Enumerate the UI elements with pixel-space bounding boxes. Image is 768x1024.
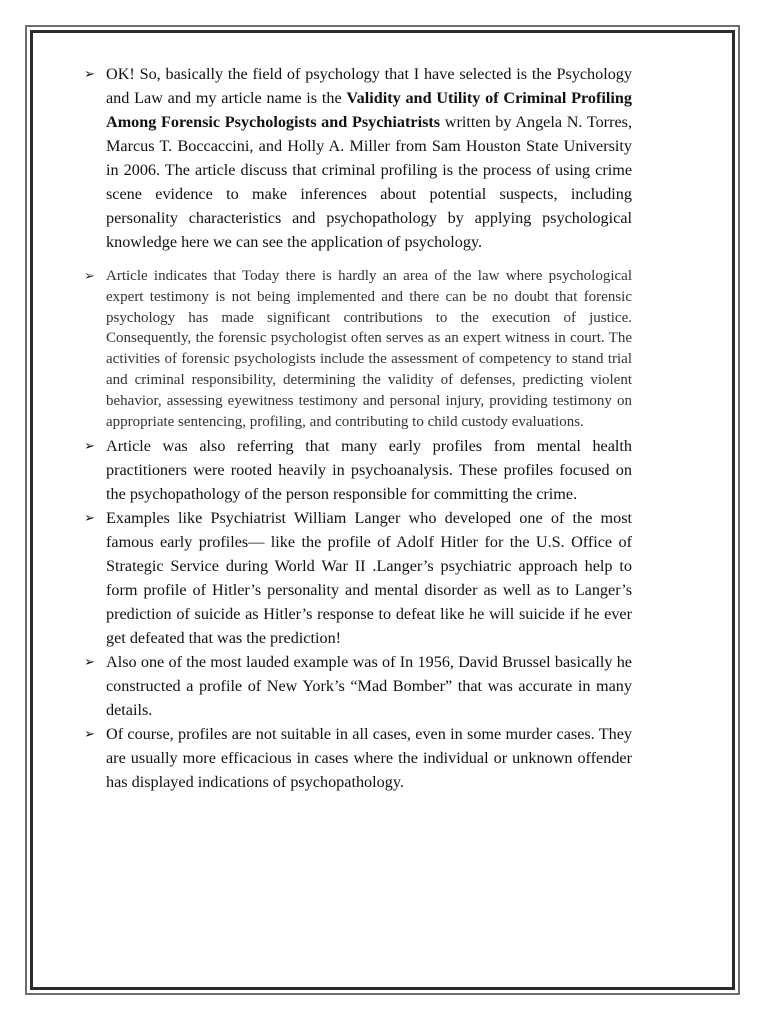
bullet-3-text: Article was also referring that many early profiles from mental health practitioners were rooted heavily in psychoanalysis. These profiles focused on the psychopathology of the person responsible for committing the crime. <box>106 437 632 504</box>
arrow-bullet-icon: ➢ <box>84 654 95 670</box>
bullet-item-2 <box>84 266 632 432</box>
arrow-bullet-icon: ➢ <box>84 438 95 454</box>
bullet-1-text-end: written by Angela N. Torres, Marcus T. Boccaccini, and Holly A. Miller from Sam Houston State University in 2006. The article discuss that criminal profiling is the process of using crime scene evidence to make inferences about potential suspects, including personality characteristics and psychopathology by applying psychological knowledge here we can see the application of psychology. <box>106 113 632 251</box>
bullet-item-1 <box>84 62 632 254</box>
bullet-item-6 <box>84 722 632 794</box>
article-title: Validity and Utility of Criminal Profiling Among Forensic Psychologists and Psychiatrists <box>106 89 632 131</box>
bullet-item-4 <box>84 506 632 650</box>
bullet-6-text: Of course, profiles are not suitable in all cases, even in some murder cases. They are usually more efficacious in cases where the individual or unknown offender has displayed indications of psychopathology. <box>106 725 632 792</box>
arrow-bullet-icon: ➢ <box>84 66 95 81</box>
arrow-bullet-icon: ➢ <box>84 726 95 742</box>
bullet-item-3 <box>84 434 632 506</box>
bullet-item-5 <box>84 650 632 722</box>
bullet-4-text: Examples like Psychiatrist William Langer who developed one of the most famous early profiles— like the profile of Adolf Hitler for the U.S. Office of Strategic Service during World War II .Langer’s psychiatric approach help to form profile of Hitler’s personality and mental disorder as well as to Langer’s prediction of suicide as Hitler’s response to defeat like he will suicide if he ever get defeated that was the prediction! <box>106 509 632 648</box>
bullet-5-text: Also one of the most lauded example was of In 1956, David Brussel basically he constructed a profile of New York’s “Mad Bomber” that was accurate in many details. <box>106 653 632 720</box>
bullet-1-text-start: OK! So, basically the field of psychology that I have selected is the Psychology and Law and my article name is the <box>106 65 632 107</box>
document-body <box>84 62 632 794</box>
arrow-bullet-icon: ➢ <box>84 510 95 526</box>
arrow-bullet-icon: ➢ <box>84 268 95 283</box>
bullet-2-text: Article indicates that Today there is hardly an area of the law where psychological expert testimony is not being implemented and there can be no doubt that forensic psychology has made significant contributions to the execution of justice. Consequently, the forensic psychologist often serves as an expert witness in court. The activities of forensic psychologists include the assessment of competency to stand trial and criminal responsibility, determining the validity of defenses, predicting violent behavior, assessing eyewitness testimony and personal injury, providing testimony on appropriate sentencing, profiling, and contributing to child custody evaluations. <box>106 268 632 430</box>
